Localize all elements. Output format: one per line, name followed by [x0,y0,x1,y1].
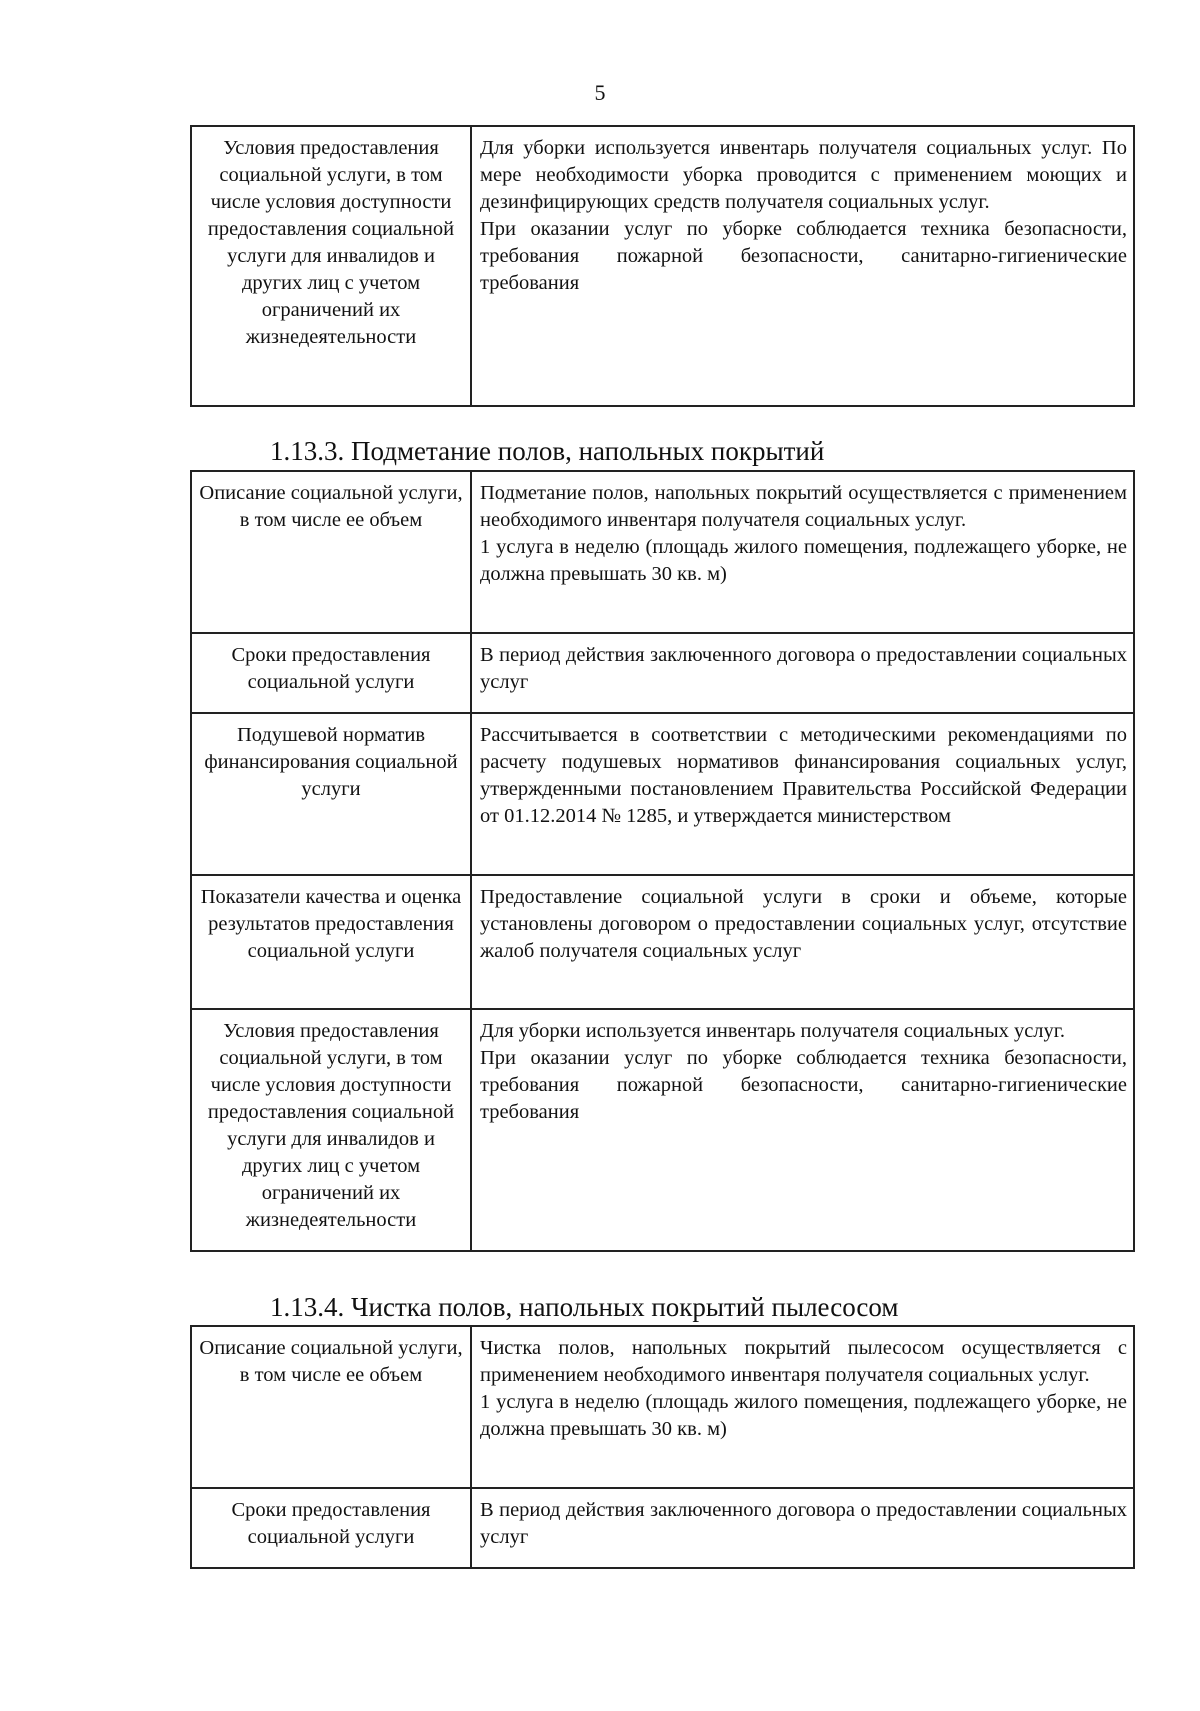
value-paragraph: В период действия заключенного договора о предоставлении социальных услуг [480,644,1127,693]
section-1-table [190,470,1135,1252]
value-paragraph: Для уборки используется инвентарь получателя социальных услуг. [480,1020,1066,1042]
row-label: Условия предоставления социальной услуги, в том числе условия доступности предоставления социальной услуги для инвалидов и других лиц с учетом ограничений их жизнедеятельности [191,1009,471,1251]
value-paragraph: Рассчитывается в соответствии с методическими рекомендациями по расчету подушевых нормативов финансирования социальных услуг, утвержденными постановлением Правительства Российской Федерации от 01.12.2014 № 1285, и утверждается министерством [480,724,1127,827]
value-paragraph: Чистка полов, напольных покрытий пылесосом осуществляется с применением необходимого инвентаря получателя социальных услуг. [480,1337,1127,1386]
table-row [191,126,1134,406]
row-value [471,1326,1134,1488]
row-label: Описание социальной услуги, в том числе ее объем [191,471,471,633]
row-label: Показатели качества и оценка результатов предоставления социальной услуги [191,875,471,1009]
table-row [191,1488,1134,1568]
table-row [191,875,1134,1009]
value-paragraph: Предоставление социальной услуги в сроки и объеме, которые установлены договором о предоставлении социальных услуг, отсутствие жалоб получателя социальных услуг [480,886,1127,962]
value-paragraph: 1 услуга в неделю (площадь жилого помещения, подлежащего уборке, не должна превышать 30 кв. м) [480,1391,1127,1440]
row-label: Сроки предоставления социальной услуги [191,1488,471,1568]
row-value [471,713,1134,875]
row-label: Сроки предоставления социальной услуги [191,633,471,713]
row-value [471,126,1134,406]
table-row [191,1326,1134,1488]
section-heading: 1.13.4. Чистка полов, напольных покрытий пылесосом [270,1292,899,1322]
section-heading: 1.13.3. Подметание полов, напольных покрытий [270,436,825,466]
continuation-table [190,125,1135,407]
value-paragraph: Подметание полов, напольных покрытий осуществляется с применением необходимого инвентаря получателя социальных услуг. [480,482,1127,531]
table-row [191,1009,1134,1251]
value-paragraph: В период действия заключенного договора о предоставлении социальных услуг [480,1499,1127,1548]
page-number: 5 [594,80,606,105]
value-paragraph: При оказании услуг по уборке соблюдается техника безопасности, требования пожарной безопасности, санитарно-гигиенические требования [480,218,1127,294]
value-paragraph: Для уборки используется инвентарь получателя социальных услуг. По мере необходимости уборка проводится с применением моющих и дезинфицирующих средств получателя социальных услуг. [480,137,1127,213]
table-row [191,471,1134,633]
section-2-table [190,1325,1135,1569]
table-row [191,633,1134,713]
row-value [471,1488,1134,1568]
row-value [471,1009,1134,1251]
row-label: Описание социальной услуги, в том числе ее объем [191,1326,471,1488]
row-label: Подушевой норматив финансирования социальной услуги [191,713,471,875]
row-value [471,633,1134,713]
value-paragraph: При оказании услуг по уборке соблюдается техника безопасности, требования пожарной безопасности, санитарно-гигиенические требования [480,1047,1127,1123]
value-paragraph: 1 услуга в неделю (площадь жилого помещения, подлежащего уборке, не должна превышать 30 кв. м) [480,536,1127,585]
row-value [471,471,1134,633]
row-value [471,875,1134,1009]
row-label: Условия предоставления социальной услуги, в том числе условия доступности предоставления социальной услуги для инвалидов и других лиц с учетом ограничений их жизнедеятельности [191,126,471,406]
table-row [191,713,1134,875]
